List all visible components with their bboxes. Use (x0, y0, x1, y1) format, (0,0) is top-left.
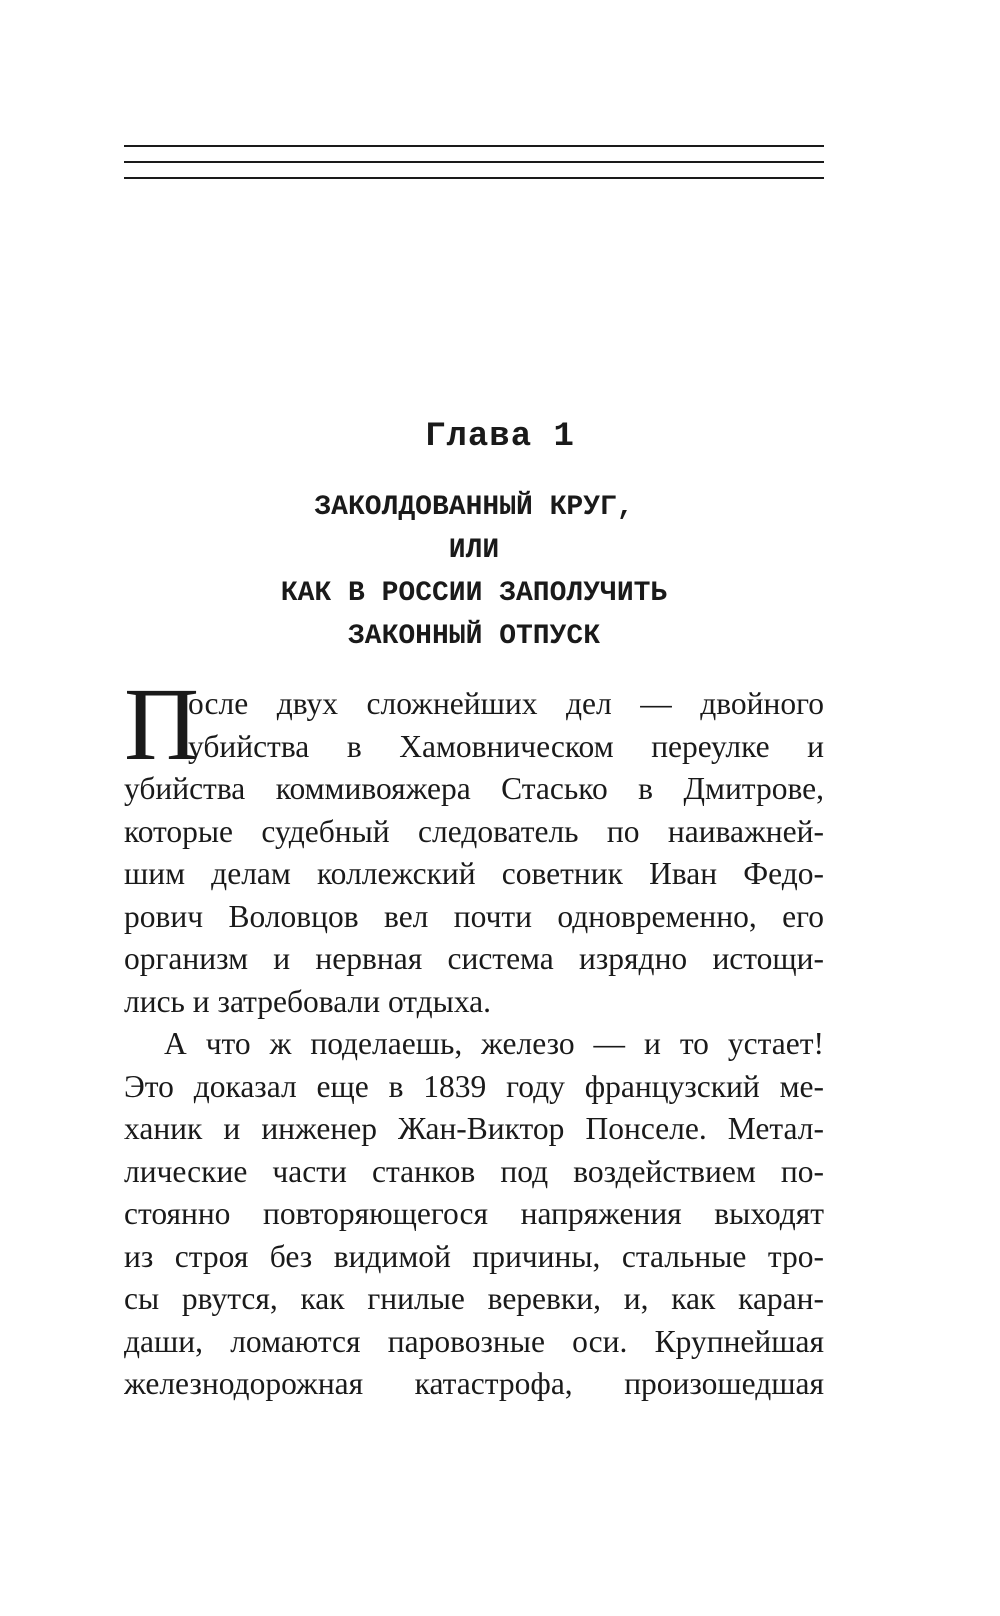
text-line: Это доказал еще в 1839 году французский ме- (124, 1068, 824, 1104)
text-line: железнодорожная катастрофа, произошедшая (124, 1366, 824, 1401)
header-rule-bottom (124, 177, 824, 179)
text-line: из строя без видимой причины, стальные тро- (124, 1238, 824, 1274)
text-line: осле двух сложнейших дел — двойного (188, 686, 824, 721)
paragraph-2 (124, 1023, 824, 1406)
text-line: А что ж поделаешь, железо — и то устает! (164, 1026, 824, 1061)
chapter-title-line: ЗАКОЛДОВАННЫЙ КРУГ, (314, 492, 634, 523)
header-rule-middle (124, 161, 824, 163)
text-line: шим делам коллежский советник Иван Федо- (124, 856, 824, 891)
text-line: лические части станков под воздействием по- (124, 1153, 824, 1189)
text-line: которые судебный следователь по наиважней- (124, 813, 824, 849)
chapter-title-line: КАК В РОССИИ ЗАПОЛУЧИТЬ (280, 578, 668, 609)
body-text (124, 667, 824, 1406)
text-line: убийства в Хамовническом переулке и (188, 728, 824, 764)
text-line: организм и нервная система изрядно истощи- (124, 941, 824, 976)
chapter-title-line: ИЛИ (448, 535, 500, 566)
text-line: сы рвутся, как гнилые веревки, и, как каран- (124, 1281, 824, 1316)
chapter-title (124, 486, 824, 658)
text-line: даши, ломаются паровозные оси. Крупнейшая (124, 1323, 824, 1359)
text-line: рович Воловцов вел почти одновременно, его (124, 898, 824, 934)
text-line: стоянно повторяющегося напряжения выходят (124, 1196, 824, 1231)
chapter-label: Глава 1 (425, 418, 575, 456)
text-line: убийства коммивояжера Стасько в Дмитрове, (124, 771, 824, 806)
chapter-title-line: ЗАКОННЫЙ ОТПУСК (347, 621, 601, 652)
header-rule-top (124, 145, 824, 147)
text-line: лись и затребовали отдыха. (124, 983, 492, 1019)
text-line: ханик и инженер Жан-Виктор Понселе. Метал- (124, 1111, 824, 1146)
paragraph-1 (124, 683, 824, 1023)
drop-cap: П (124, 667, 200, 782)
